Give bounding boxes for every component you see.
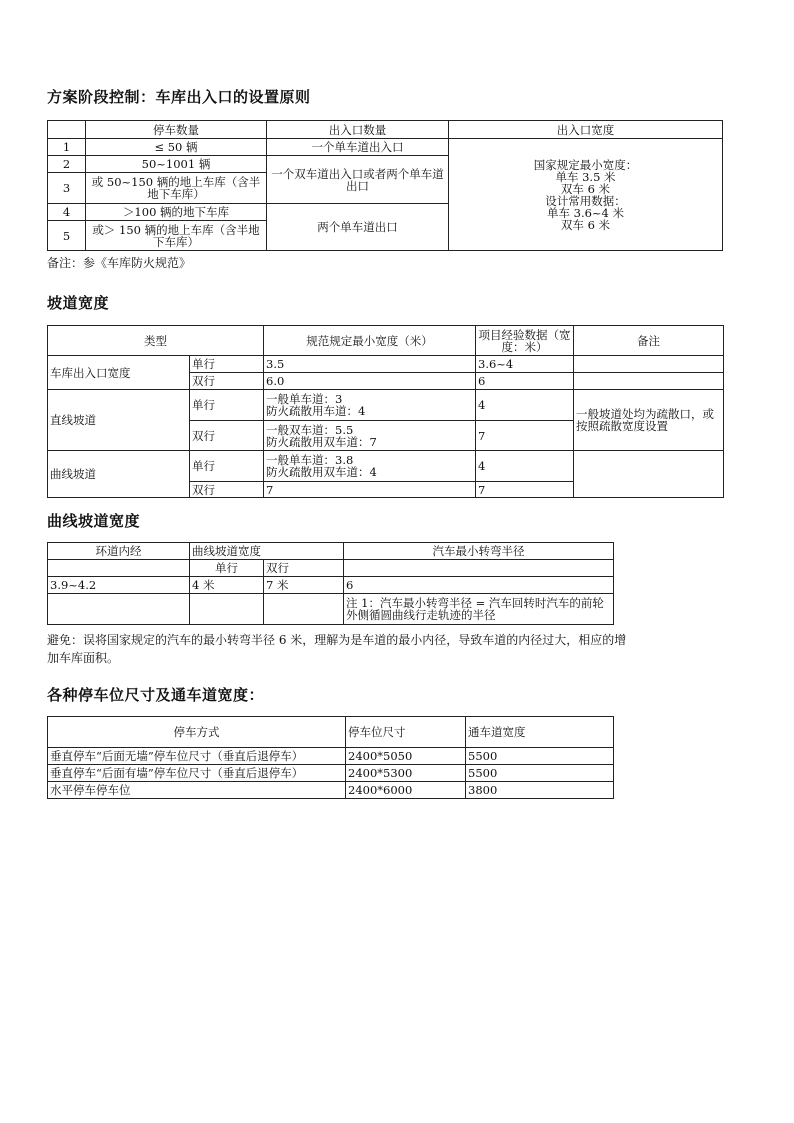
remark-cell [574, 373, 724, 390]
entrance-count-cell: 一个双车道出入口或者两个单车道出口 [267, 156, 449, 204]
entrance-count-cell: 两个单车道出口 [267, 204, 449, 251]
entrance-width-cell [449, 139, 723, 251]
header-parking-mode: 停车方式 [48, 717, 346, 748]
experience-cell: 3.6~4 [476, 356, 574, 373]
width-line: 双车 6 米 [560, 217, 611, 232]
direction-cell: 单行 [190, 451, 264, 482]
ramp-width-table [47, 325, 724, 498]
aisle-width-cell: 3800 [466, 782, 614, 799]
empty-cell [264, 594, 344, 625]
header-curved-width: 曲线坡道宽度 [190, 543, 344, 560]
ramp-type-cell: 曲线坡道 [48, 451, 190, 498]
min-width-cell: 一般单车道：3 防火疏散用车道：4 [264, 390, 476, 421]
reference-note: 备注：参《车库防火规范》 [47, 256, 192, 270]
remark-cell [574, 356, 724, 373]
parking-size-table [47, 716, 614, 799]
width-line: 国家规定最小宽度： [533, 157, 638, 172]
single-width-value: 4 米 [190, 577, 264, 594]
row-number: 5 [48, 221, 86, 251]
turning-radius-value: 6 [344, 577, 614, 594]
curved-ramp-table [47, 542, 614, 625]
row-number: 2 [48, 156, 86, 173]
header-inner-diameter: 环道内经 [48, 543, 190, 560]
section-title-parking-sizes: 各种停车位尺寸及通车道宽度： [47, 686, 265, 704]
experience-cell: 6 [476, 373, 574, 390]
header-type: 类型 [48, 326, 264, 356]
empty-cell [48, 594, 190, 625]
header-parking-count: 停车数量 [86, 121, 267, 139]
empty-cell [344, 560, 614, 577]
parking-mode-cell: 水平停车停车位 [48, 782, 346, 799]
row-number: 1 [48, 139, 86, 156]
section-title-curved-ramp: 曲线坡道宽度 [47, 512, 141, 530]
width-line: 单车 3.6~4 米 [546, 205, 625, 220]
turning-radius-note: 注 1：汽车最小转弯半径 = 汽车回转时汽车的前轮外侧循圆曲线行走轨迹的半径 [344, 594, 614, 625]
header-aisle-width: 通车道宽度 [466, 717, 614, 748]
double-width-value: 7 米 [264, 577, 344, 594]
direction-cell: 双行 [190, 482, 264, 498]
min-width-cell: 一般双车道：5.5 防火疏散用双车道：7 [264, 421, 476, 451]
header-double: 双行 [264, 560, 344, 577]
row-number: 3 [48, 173, 86, 204]
width-line: 设计常用数据： [545, 193, 626, 208]
entrance-count-cell: 一个单车道出入口 [267, 139, 449, 156]
remark-cell: 一般坡道处均为疏散口，或按照疏散宽度设置 [574, 390, 724, 451]
inner-diameter-value: 3.9~4.2 [48, 577, 190, 594]
section-title-entrances: 方案阶段控制：车库出入口的设置原则 [47, 88, 311, 106]
header-entrance-width: 出入口宽度 [449, 121, 723, 139]
width-line: 双车 6 米 [560, 181, 611, 196]
experience-cell: 4 [476, 390, 574, 421]
min-width-cell: 3.5 [264, 356, 476, 373]
ramp-type-cell: 车库出入口宽度 [48, 356, 190, 390]
min-width-cell: 7 [264, 482, 476, 498]
entrance-table [47, 120, 723, 251]
direction-cell: 单行 [190, 390, 264, 421]
parking-count-cell: 50~1001 辆 [86, 156, 267, 173]
min-width-cell: 6.0 [264, 373, 476, 390]
aisle-width-cell: 5500 [466, 748, 614, 765]
header-single: 单行 [190, 560, 264, 577]
experience-cell: 7 [476, 421, 574, 451]
parking-count-cell: 或＞ 150 辆的地上车库（含半地下车库） [86, 221, 267, 251]
width-line: 单车 3.5 米 [555, 169, 616, 184]
space-size-cell: 2400*5050 [346, 748, 466, 765]
direction-cell: 双行 [190, 421, 264, 451]
experience-cell: 4 [476, 451, 574, 482]
space-size-cell: 2400*6000 [346, 782, 466, 799]
header-index [48, 121, 86, 139]
empty-cell [48, 560, 190, 577]
header-experience: 项目经验数据（宽度：米） [476, 326, 574, 356]
aisle-width-cell: 5500 [466, 765, 614, 782]
min-width-cell: 一般单车道：3.8 防火疏散用双车道：4 [264, 451, 476, 482]
ramp-type-cell: 直线坡道 [48, 390, 190, 451]
direction-cell: 双行 [190, 373, 264, 390]
avoid-note: 避免：误将国家规定的汽车的最小转弯半径 6 米，理解为是车道的最小内径，导致车道的内径过大，相应的增加车库面积。 [47, 633, 627, 665]
parking-count-cell: ≤ 50 辆 [86, 139, 267, 156]
experience-cell: 7 [476, 482, 574, 498]
header-remark: 备注 [574, 326, 724, 356]
header-turning-radius: 汽车最小转弯半径 [344, 543, 614, 560]
direction-cell: 单行 [190, 356, 264, 373]
parking-count-cell: ＞100 辆的地下车库 [86, 204, 267, 221]
header-entrance-count: 出入口数量 [267, 121, 449, 139]
empty-cell [190, 594, 264, 625]
space-size-cell: 2400*5300 [346, 765, 466, 782]
remark-cell [574, 451, 724, 498]
row-number: 4 [48, 204, 86, 221]
parking-count-cell: 或 50~150 辆的地上车库（含半地下车库） [86, 173, 267, 204]
header-space-size: 停车位尺寸 [346, 717, 466, 748]
section-title-ramp-width: 坡道宽度 [47, 294, 110, 312]
header-min-width: 规范规定最小宽度（米） [264, 326, 476, 356]
parking-mode-cell: 垂直停车“后面有墙”停车位尺寸（垂直后退停车） [48, 765, 346, 782]
parking-mode-cell: 垂直停车“后面无墙”停车位尺寸（垂直后退停车） [48, 748, 346, 765]
